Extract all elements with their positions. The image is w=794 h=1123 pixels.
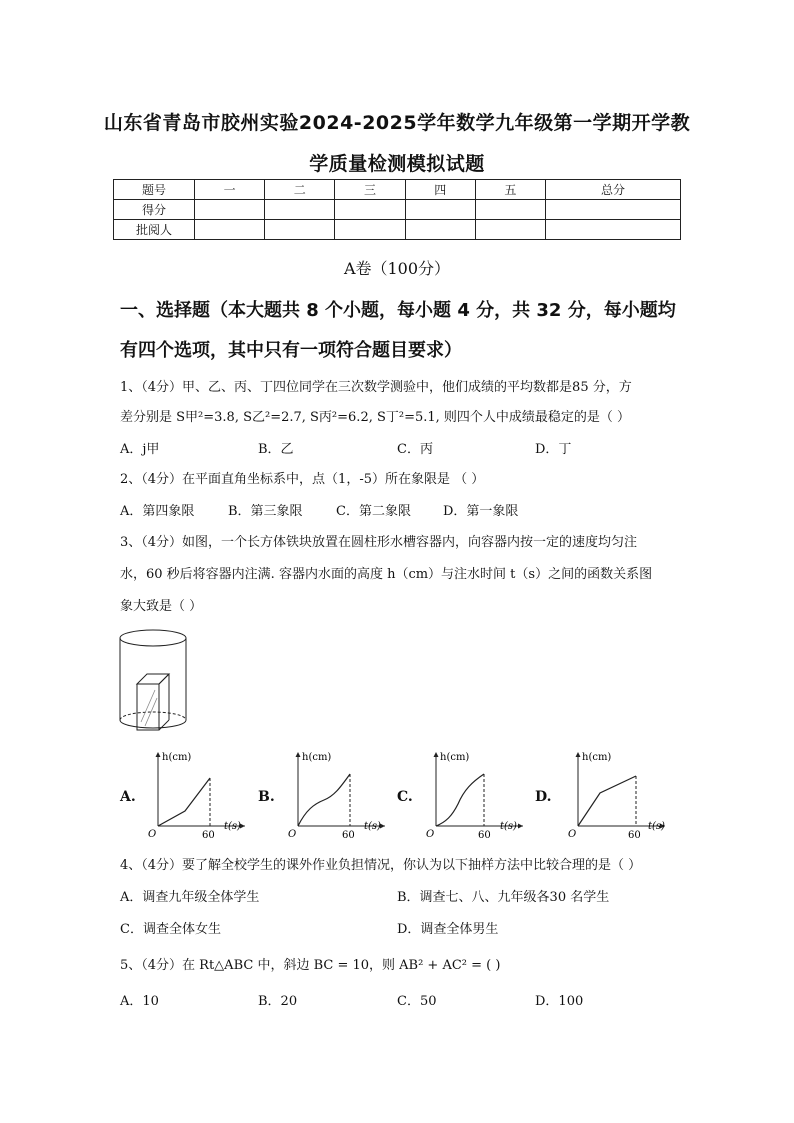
paper-title-line-1: 山东省青岛市胶州实验2024-2025学年数学九年级第一学期开学教 [103,112,691,134]
score-cell-blank[interactable] [265,220,335,240]
q3-option-a-label: A. [120,789,136,805]
graph-x-tick: 60 [342,830,355,840]
q3-option-d-label: D. [535,789,552,805]
score-table-row-score [114,200,681,220]
q3-option-b-label: B. [258,789,275,805]
graph-x-label: t(s) [224,821,241,832]
part-one-heading-line-1: 一、选择题（本大题共 8 个小题，每小题 4 分，共 32 分，每小题均 [120,300,676,321]
score-cell-blank[interactable] [335,200,405,220]
graph-origin-label: O [568,829,577,840]
q3-graph-c [418,748,528,840]
score-row-label: 批阅人 [114,220,195,240]
q1-option-c: C．丙 [397,442,433,457]
score-cell-header: 五 [475,180,545,200]
question-3-line-2: 水，60 秒后将容器内注满. 容器内水面的高度 h（cm）与注水时间 t（s）之间的函数关系图 [120,567,653,582]
score-cell-blank[interactable] [546,200,681,220]
section-a-heading: A卷（100分） [343,259,451,278]
q4-option-a: A．调查九年级全体学生 [120,890,260,905]
question-3-line-1: 3、（4分）如图，一个长方体铁块放置在圆柱形水槽容器内，向容器内按一定的速度均匀注 [120,535,638,550]
graph-y-label: h(cm) [302,752,332,763]
score-cell-blank[interactable] [335,220,405,240]
graph-x-label: t(s) [500,821,517,832]
score-cell-header: 总分 [546,180,681,200]
q5-option-b: B．20 [258,994,298,1009]
graph-origin-label: O [148,829,157,840]
paper-title-line-2: 学质量检测模拟试题 [309,153,485,175]
q2-option-b: B．第三象限 [228,504,303,519]
q1-option-b: B．乙 [258,442,294,457]
q5-option-c: C．50 [397,994,437,1009]
score-table-header-row [114,180,681,200]
score-cell-blank[interactable] [546,220,681,240]
q2-option-a: A．第四象限 [120,504,195,519]
score-row-label: 得分 [114,200,195,220]
q4-option-d: D．调查全体男生 [397,922,499,937]
graph-y-label: h(cm) [582,752,612,763]
q4-option-c: C．调查全体女生 [120,922,221,937]
question-1-line-2: 差分别是 S甲²=3.8, S乙²=2.7, S丙²=6.2, S丁²=5.1, 则四个人中成绩最稳定的是（ ） [120,410,631,425]
graph-y-label: h(cm) [162,752,192,763]
q5-option-a: A．10 [120,994,159,1009]
q3-graph-b [280,748,390,840]
cylinder-container-figure [115,622,195,737]
graph-y-label: h(cm) [440,752,470,763]
score-cell-header: 题号 [114,180,195,200]
score-cell-blank[interactable] [265,200,335,220]
question-4-line-1: 4、（4分）要了解全校学生的课外作业负担情况，你认为以下抽样方法中比较合理的是（ ） [120,858,642,873]
graph-x-tick: 60 [202,830,215,840]
score-table [113,179,681,240]
score-cell-blank[interactable] [405,200,475,220]
question-5-line-1: 5、（4分）在 Rt△ABC 中，斜边 BC = 10，则 AB² + AC² = ( ) [120,958,501,973]
score-cell-blank[interactable] [195,200,265,220]
question-1-line-1: 1、（4分）甲、乙、丙、丁四位同学在三次数学测验中，他们成绩的平均数都是85 分，方 [120,380,632,395]
score-cell-blank[interactable] [475,200,545,220]
graph-x-tick: 60 [628,830,641,840]
score-cell-header: 四 [405,180,475,200]
q3-option-c-label: C. [397,789,413,805]
graph-x-tick: 60 [478,830,491,840]
q3-graph-d [560,748,670,840]
q2-option-c: C．第二象限 [336,504,411,519]
score-cell-header: 二 [265,180,335,200]
q3-graph-a [140,748,250,840]
q5-option-d: D．100 [535,994,584,1009]
graph-origin-label: O [288,829,297,840]
q1-option-a: A．j甲 [120,442,160,457]
score-cell-blank[interactable] [475,220,545,240]
question-2-line-1: 2、（4分）在平面直角坐标系中，点（1，-5）所在象限是 （ ） [120,472,485,487]
score-cell-blank[interactable] [405,220,475,240]
part-one-heading-line-2: 有四个选项，其中只有一项符合题目要求） [120,340,462,361]
graph-origin-label: O [426,829,435,840]
q4-option-b: B．调查七、八、九年级各30 名学生 [397,890,610,905]
score-cell-header: 三 [335,180,405,200]
q2-option-d: D．第一象限 [443,504,519,519]
score-table-row-reviewer [114,220,681,240]
q1-option-d: D．丁 [535,442,572,457]
score-cell-blank[interactable] [195,220,265,240]
graph-x-label: t(s) [648,821,665,832]
score-cell-header: 一 [195,180,265,200]
question-3-line-3: 象大致是（ ） [120,599,203,614]
graph-x-label: t(s) [364,821,381,832]
